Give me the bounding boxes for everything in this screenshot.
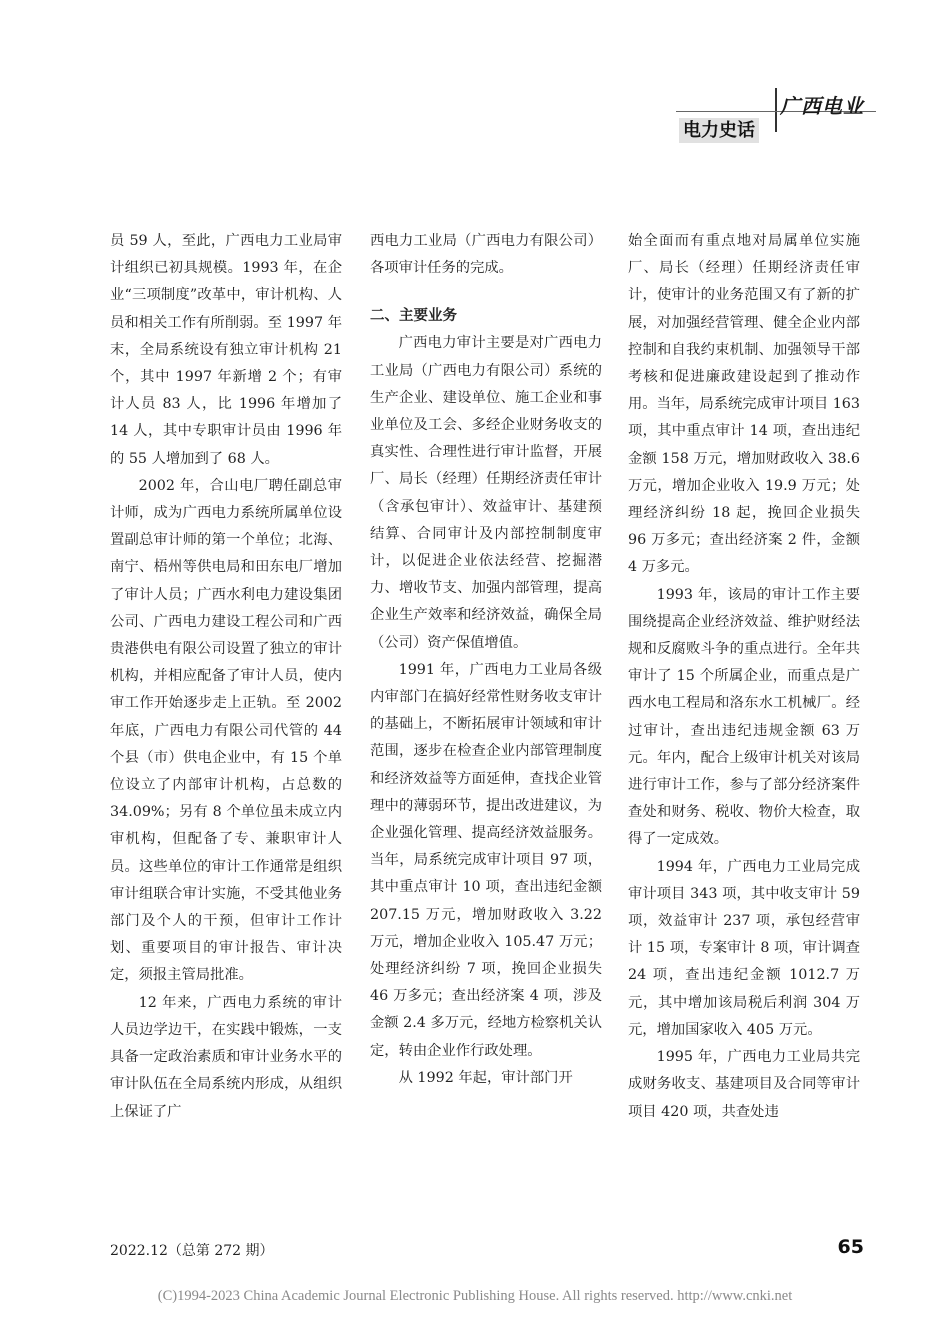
copyright-notice: (C)1994-2023 China Academic Journal Electronic Publishing House. All rights reserved. http://www.cnki.net: [157, 1288, 793, 1304]
paragraph: 12 年来，广西电力系统的审计人员边学边干，在实践中锻炼，一支具备一定政治素质和审计业务水平的审计队伍在全局系统内形成，从组织上保证了广: [110, 994, 342, 1120]
paragraph: 2002 年，合山电厂聘任副总审计师，成为广西电力系统所属单位设置副总审计师的第一个单位；北海、南宁、梧州等供电局和田东电厂增加了审计人员；广西水利电力建设集团公司、广西电力建设工程公司和广西贵港供电有限公司设置了独立的审计机构，并相应配备了审计人员，使内审工作开始逐步走上正轨。至 2002 年底，广西电力有限公司代管的 44 个县（市）供电企业中，有 15 个单位设立了内部审计机构，占总数的 34.09%；另有 8 个单位虽未成立内审机构，但配备了专、兼职审计人员。这些单位的审计工作通常是组织审计组联合审计实施，不受其他业务部门及个人的干预，但审计工作计划、重要项目的审计报告、审计决定，须报主管局批准。: [110, 477, 342, 984]
header-divider-vertical: [775, 88, 777, 132]
column-2: [370, 228, 602, 1092]
paragraph: 员 59 人，至此，广西电力工业局审计组织已初具规模。1993 年，在企业“三项制度”改革中，审计机构、人员和相关工作有所削弱。至 1997 年末，全局系统设有独立审计机构 21 个，其中 1997 年新增 2 个；有审计人员 83 人，比 1996 年增加了 14 人，其中专职审计员由 1996 年的 55 人增加到了 68 人。: [110, 233, 342, 467]
section-title: 电力史话: [679, 118, 759, 143]
paragraph: 1993 年，该局的审计工作主要围绕提高企业经济效益、维护财经法规和反腐败斗争的重点进行。全年共审计了 15 个所属企业，而重点是广西水电工程局和洛东水工机械厂。经过审计，查出违纪违规金额 63 万元。年内，配合上级审计机关对该局进行审计工作，参与了部分经济案件查处和财务、税收、物价大检查，取得了一定成效。: [628, 586, 860, 848]
section-heading: 二、主要业务: [370, 308, 457, 325]
column-1: [110, 228, 342, 1126]
paragraph: 广西电力审计主要是对广西电力工业局（广西电力有限公司）系统的生产企业、建设单位、施工企业和事业单位及工会、多经企业财务收支的真实性、合理性进行审计监督，开展厂、局长（经理）任期经济责任审计（含承包审计）、效益审计、基建预结算、合同审计及内部控制制度审计，以促进企业依法经营、挖掘潜力、增收节支、加强内部管理，提高企业生产效率和经济效益，确保全局（公司）资产保值增值。: [370, 335, 602, 651]
issue-info: 2022.12（总第 272 期）: [110, 1243, 274, 1259]
paragraph: 1994 年，广西电力工业局完成审计项目 343 项，其中收支审计 59 项，效益审计 237 项，承包经营审计 15 项，专案审计 8 项，审计调查 24 项，查出违纪金额 1012.7 万元，其中增加该局税后利润 304 万元，增加国家收入 405 万元。: [628, 858, 860, 1038]
paragraph: 1995 年，广西电力工业局共完成财务收支、基建项目及合同等审计项目 420 项，共查处违: [628, 1049, 860, 1120]
magazine-brand: 广西电业: [780, 94, 864, 118]
page-number: 65: [837, 1236, 864, 1258]
paragraph: 从 1992 年起，审计部门开: [398, 1069, 573, 1086]
paragraph: 1991 年，广西电力工业局各级内审部门在搞好经常性财务收支审计的基础上，不断拓展审计领域和审计范围，逐步在检查企业内部管理制度和经济效益等方面延伸，查找企业管理中的薄弱环节，提出改进建议，为企业强化管理、提高经济效益服务。当年，局系统完成审计项目 97 项，其中重点审计 10 项，查出违纪金额 207.15 万元，增加财政收入 3.22 万元，增加企业收入 105.47 万元；处理经济纠纷 7 项，挽回企业损失 46 万多元；查出经济案 4 项，涉及金额 2.4 多万元，经地方检察机关认定，转由企业作行政处理。: [370, 661, 602, 1059]
paragraph: 始全面而有重点地对局属单位实施厂、局长（经理）任期经济责任审计，使审计的业务范围又有了新的扩展，对加强经营管理、健全企业内部控制和自我约束机制、加强领导干部考核和促进廉政建设起到了推动作用。当年，局系统完成审计项目 163 项，其中重点审计 14 项，查出违纪金额 158 万元，增加财政收入 38.6 万元，增加企业收入 19.9 万元；处理经济纠纷 18 起，挽回企业损失 96 万多元；查出经济案 2 件，金额 4 万多元。: [628, 233, 860, 576]
column-3: [628, 228, 860, 1126]
paragraph: 西电力工业局（广西电力有限公司）各项审计任务的完成。: [370, 233, 602, 277]
page-header: [676, 84, 876, 154]
